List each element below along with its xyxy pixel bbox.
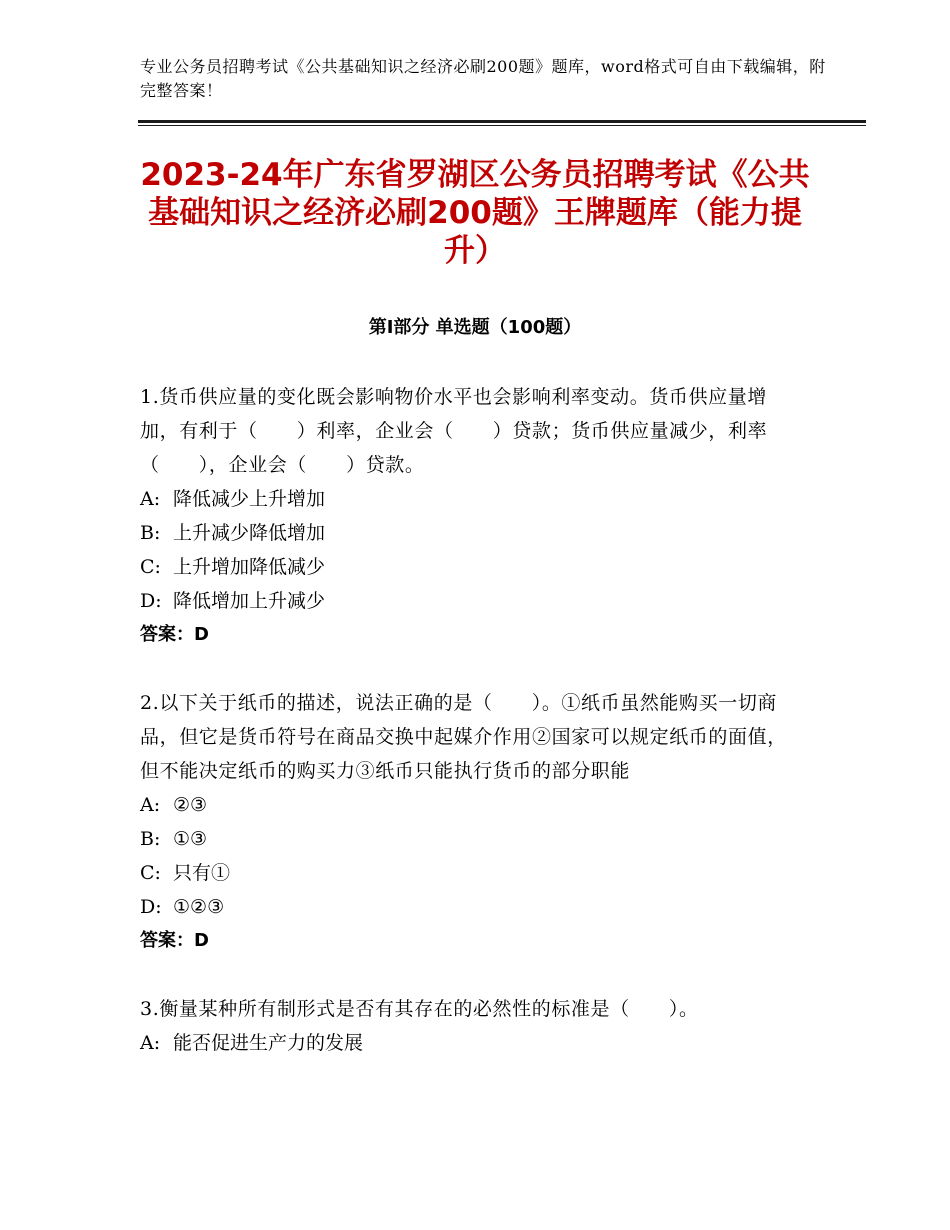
section-title: 第Ⅰ部分 单选题（100题） [368,317,582,338]
option-text: 能否促进生产力的发展 [173,1032,364,1054]
header-note: 专业公务员招聘考试《公共基础知识之经济必刷200题》题库，word格式可自由下载编辑，附完整答案！ [140,57,826,100]
answer-line: 答案：D [140,624,209,645]
question-2 [140,686,800,958]
option-b [140,822,800,856]
option-a [140,1026,800,1060]
option-text: 只有① [173,862,231,884]
option-letter: D: [140,896,162,918]
option-c [140,856,800,890]
option-b [140,516,800,550]
option-text: 上升减少降低增加 [173,522,326,544]
option-text: ②③ [173,794,208,816]
option-d [140,890,800,924]
option-text: ①③ [173,828,208,850]
option-text: 降低增加上升减少 [173,590,326,612]
question-stem: 1.货币供应量的变化既会影响物价水平也会影响利率变动。货币供应量增加，有利于（ ）利率，企业会（ ）贷款；货币供应量减少，利率（ ），企业会（ ）贷款。 [140,386,768,476]
question-list [140,380,800,1094]
option-letter: C: [140,556,161,578]
question-3 [140,992,800,1060]
option-d [140,584,800,618]
option-text: 降低减少上升增加 [173,488,326,510]
option-text: 上升增加降低减少 [173,556,326,578]
header-divider-thick [138,120,866,123]
question-stem: 2.以下关于纸币的描述，说法正确的是（ ）。①纸币虽然能购买一切商品，但它是货币符号在商品交换中起媒介作用②国家可以规定纸币的面值，但不能决定纸币的购买力③纸币只能执行货币的部分职能 [140,692,787,782]
option-letter: A: [140,794,161,816]
answer-line: 答案：D [140,930,209,951]
option-letter: C: [140,862,161,884]
option-c [140,550,800,584]
option-letter: A: [140,1032,161,1054]
option-letter: B: [140,828,161,850]
option-text: ①②③ [173,896,225,918]
option-a [140,482,800,516]
document-title: 2023-24年广东省罗湖区公务员招聘考试《公共基础知识之经济必刷200题》王牌题库（能力提升） [140,157,810,269]
option-letter: A: [140,488,161,510]
option-letter: B: [140,522,161,544]
header-divider-thin [138,125,866,126]
question-1 [140,380,800,652]
option-letter: D: [140,590,162,612]
option-a [140,788,800,822]
question-stem: 3.衡量某种所有制形式是否有其存在的必然性的标准是（ ）。 [140,998,699,1020]
